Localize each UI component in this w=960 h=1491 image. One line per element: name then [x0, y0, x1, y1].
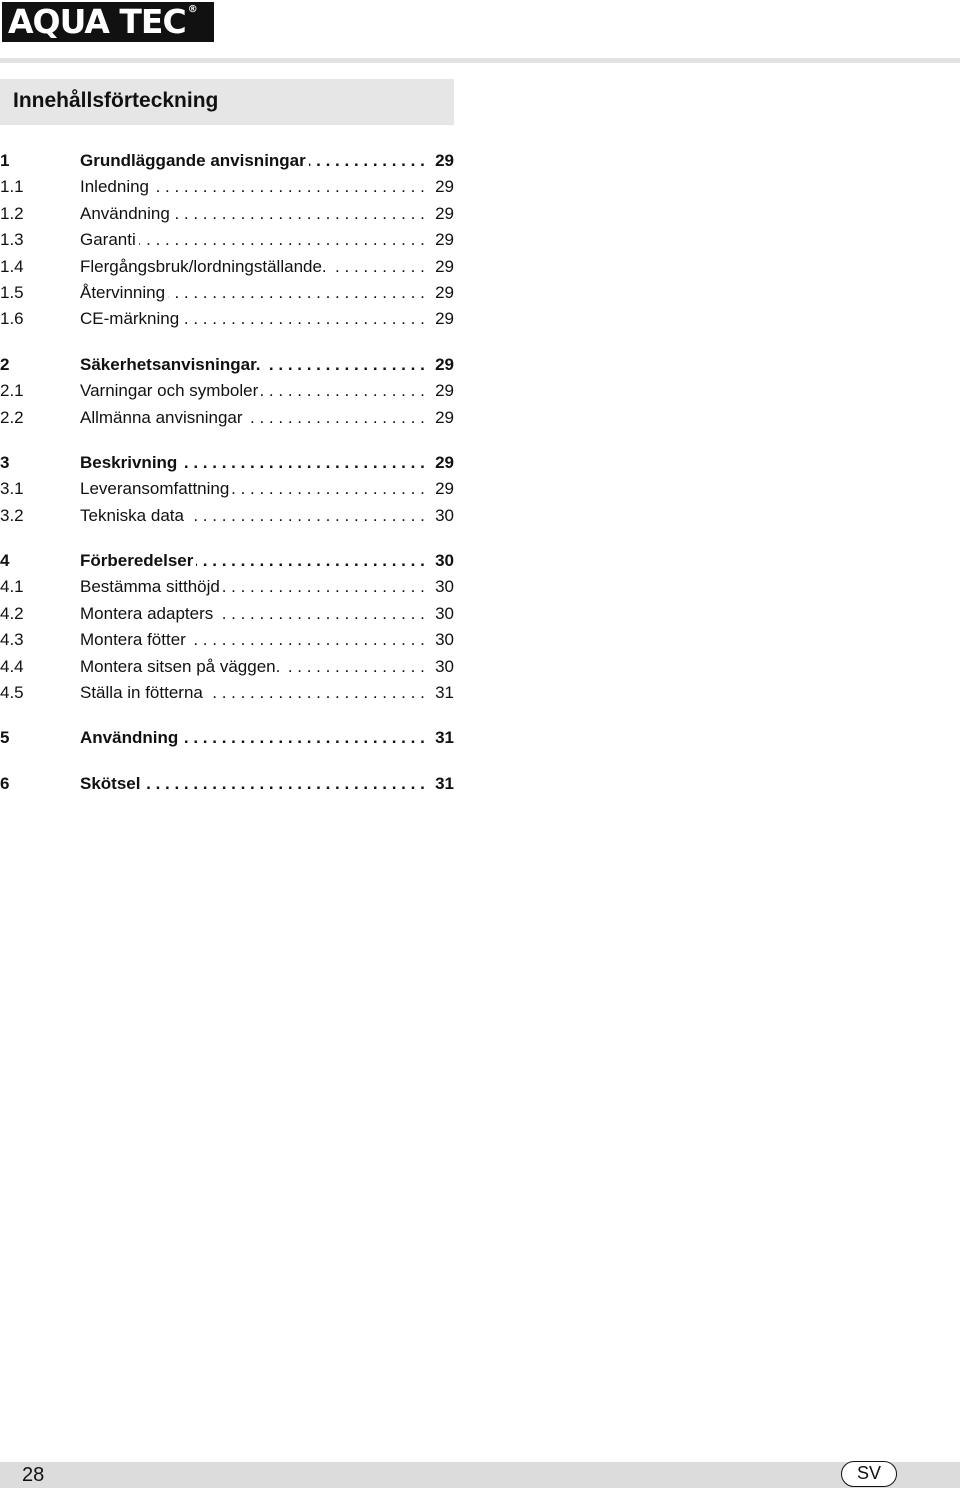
language-badge: SV: [841, 1461, 897, 1487]
toc-entry-label: Garanti: [80, 230, 139, 249]
toc-entry-page: 29: [428, 450, 454, 476]
toc-entry: [0, 254, 454, 280]
toc-entry-label: Flergångsbruk/lordningställande.: [80, 257, 330, 276]
toc-entry-title: [80, 148, 426, 174]
toc-entry-number: 4.2: [0, 603, 24, 623]
toc-entry: [0, 405, 454, 431]
toc-entry: [0, 450, 454, 476]
toc-entry: [0, 280, 454, 306]
toc-entry-page: 30: [428, 574, 454, 600]
toc-entry-title: [80, 280, 426, 306]
toc-entry: [0, 601, 454, 627]
footer-band: [0, 1462, 960, 1488]
toc-entry-title: [80, 378, 426, 404]
toc-entry-page: 29: [428, 352, 454, 378]
logo-text: AQUA TEC: [8, 2, 186, 41]
toc-entry-number: 4.3: [0, 630, 24, 650]
toc-entry-label: CE-märkning: [80, 309, 182, 328]
toc-entry-title: [80, 227, 426, 253]
toc-entry-label: Montera sitsen på väggen.: [80, 657, 283, 676]
toc-entry-title: [80, 254, 426, 280]
page-title: Innehållsförteckning: [0, 79, 454, 125]
toc-entry-title: [80, 574, 426, 600]
toc-entry-label: Bestämma sitthöjd: [80, 577, 223, 596]
toc-entry-label: Säkerhetsanvisningar.: [80, 355, 263, 374]
toc-entry-number: 3.1: [0, 479, 24, 499]
toc-entry-page: 29: [428, 378, 454, 404]
toc-entry: [0, 174, 454, 200]
toc-entry: [0, 378, 454, 404]
toc-entry-number: 2.1: [0, 381, 24, 401]
toc-entry-page: 30: [428, 548, 454, 574]
toc-entry: [0, 725, 454, 751]
toc-entry-label: Skötsel: [80, 774, 143, 793]
toc-entry-number: 5: [0, 728, 10, 748]
toc-entry-page: 29: [428, 254, 454, 280]
toc-entry-number: 1.1: [0, 177, 24, 197]
toc-entry-page: 29: [428, 476, 454, 502]
toc-entry-label: Tekniska data: [80, 506, 187, 525]
toc-entry-page: 29: [428, 280, 454, 306]
toc-entry-page: 30: [428, 601, 454, 627]
toc-entry-number: 4: [0, 551, 10, 571]
toc-entry-label: Montera fötter: [80, 630, 189, 649]
aqua-tec-logo: [2, 2, 214, 42]
toc-entry-title: [80, 725, 426, 751]
table-of-contents: [0, 148, 454, 797]
toc-entry: [0, 306, 454, 332]
toc-entry-title: [80, 450, 426, 476]
toc-entry-number: 1: [0, 151, 10, 170]
toc-entry-page: 31: [428, 725, 454, 751]
toc-entry-label: Leveransomfattning: [80, 479, 232, 498]
toc-entry-title: [80, 601, 426, 627]
toc-entry-page: 30: [428, 503, 454, 529]
toc-entry-title: [80, 680, 426, 706]
toc-entry-title: [80, 476, 426, 502]
toc-entry-label: Användning: [80, 728, 181, 747]
toc-entry-number: 1.2: [0, 203, 24, 223]
toc-entry-number: 1.5: [0, 282, 24, 302]
toc-entry-page: 31: [428, 680, 454, 706]
toc-entry-page: 29: [428, 227, 454, 253]
toc-entry-label: Montera adapters: [80, 604, 216, 623]
toc-entry-page: 29: [428, 405, 454, 431]
toc-entry-label: Allmänna anvisningar: [80, 408, 246, 427]
toc-entry-number: 2.2: [0, 407, 24, 427]
toc-entry-number: 1.6: [0, 309, 24, 329]
toc-entry-label: Grundläggande anvisningar: [80, 151, 309, 170]
toc-entry-title: [80, 548, 426, 574]
toc-entry-title: [80, 174, 426, 200]
toc-entry-number: 2: [0, 354, 10, 374]
toc-entry-page: 30: [428, 654, 454, 680]
toc-entry-title: [80, 627, 426, 653]
toc-entry-label: Ställa in fötterna: [80, 683, 206, 702]
toc-entry: [0, 201, 454, 227]
toc-entry: [0, 503, 454, 529]
toc-entry: [0, 352, 454, 378]
toc-entry: [0, 771, 454, 797]
toc-entry-title: [80, 771, 426, 797]
toc-entry-title: [80, 201, 426, 227]
toc-entry-label: Förberedelser: [80, 551, 196, 570]
toc-entry-label: Återvinning: [80, 283, 168, 302]
toc-entry-title: [80, 654, 426, 680]
toc-entry-label: Användning: [80, 204, 173, 223]
toc-entry-page: 30: [428, 627, 454, 653]
toc-entry-page: 29: [428, 306, 454, 332]
toc-entry-page: 29: [428, 201, 454, 227]
toc-entry-label: Beskrivning: [80, 453, 180, 472]
toc-entry: [0, 654, 454, 680]
toc-entry-number: 3: [0, 452, 10, 472]
toc-entry-page: 29: [428, 148, 454, 174]
registered-mark: ®: [187, 4, 197, 15]
toc-entry-page: 31: [428, 771, 454, 797]
toc-entry-number: 6: [0, 773, 10, 793]
toc-entry-number: 4.1: [0, 577, 24, 597]
toc-entry-number: 4.5: [0, 683, 24, 703]
toc-entry: [0, 227, 454, 253]
toc-entry: [0, 548, 454, 574]
toc-entry: [0, 627, 454, 653]
toc-entry-label: Varningar och symboler: [80, 381, 261, 400]
toc-entry-number: 3.2: [0, 505, 24, 525]
toc-entry-page: 29: [428, 174, 454, 200]
toc-entry-title: [80, 503, 426, 529]
toc-entry-title: [80, 405, 426, 431]
toc-entry-label: Inledning: [80, 177, 152, 196]
toc-entry: [0, 680, 454, 706]
page-number: 28: [22, 1464, 45, 1486]
toc-entry-number: 1.3: [0, 230, 24, 250]
toc-entry: [0, 148, 454, 174]
toc-entry-number: 4.4: [0, 656, 24, 676]
toc-entry: [0, 574, 454, 600]
header-divider: [0, 58, 960, 63]
toc-entry-title: [80, 352, 426, 378]
toc-entry-title: [80, 306, 426, 332]
toc-entry: [0, 476, 454, 502]
toc-entry-number: 1.4: [0, 256, 24, 276]
